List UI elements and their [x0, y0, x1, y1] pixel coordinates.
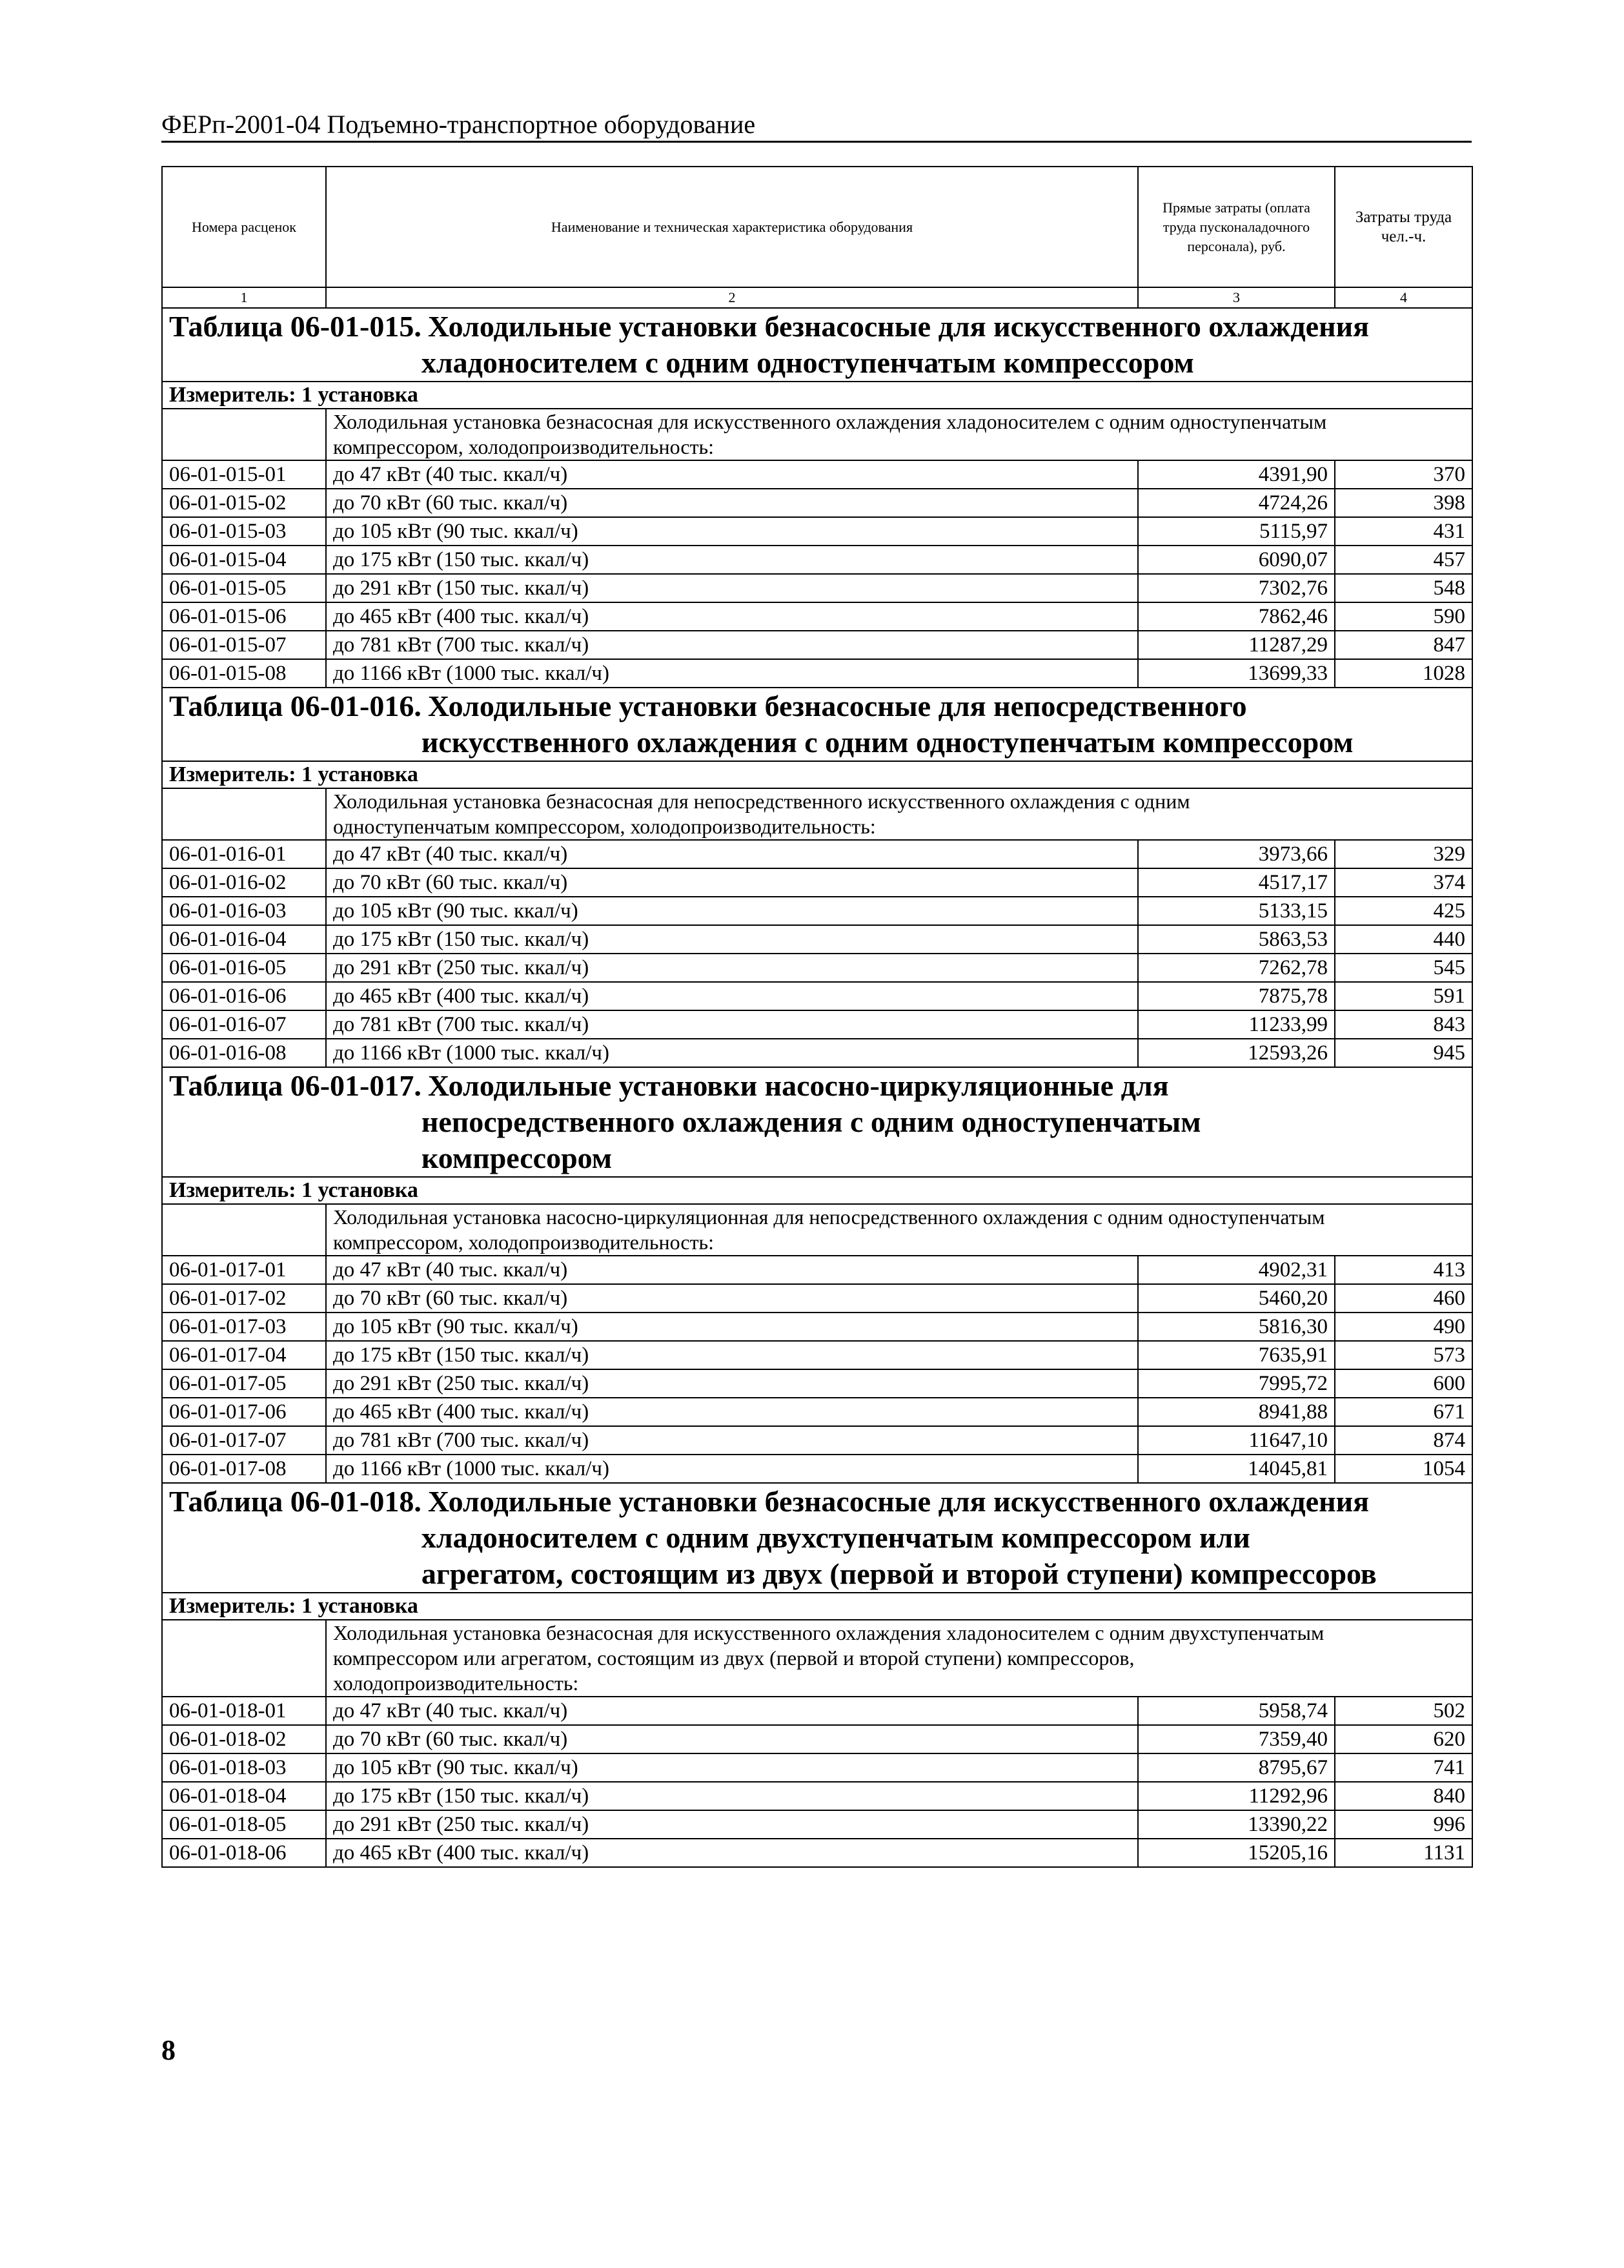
direct-cost: 5958,74 [1138, 1697, 1335, 1725]
description-text [326, 409, 1472, 460]
table-number: Таблица 06-01-015. [169, 310, 421, 343]
description-line: Холодильная установка безнасосная для непосредственного искусственного охлаждения с одним [333, 790, 1190, 813]
table-row [162, 982, 1472, 1010]
labor-cost: 671 [1335, 1398, 1472, 1426]
labor-cost: 741 [1335, 1753, 1472, 1782]
rates-table [161, 166, 1473, 1868]
meter-label: Измеритель: 1 установка [162, 1177, 1472, 1204]
direct-cost: 13390,22 [1138, 1810, 1335, 1839]
table-row [162, 1284, 1472, 1313]
direct-cost: 5863,53 [1138, 925, 1335, 954]
table-title [162, 1483, 1472, 1593]
rate-code: 06-01-018-05 [162, 1810, 326, 1839]
table-number: Таблица 06-01-017. [169, 1069, 421, 1102]
column-header-codes: Номера расценок [162, 167, 326, 287]
table-row [162, 546, 1472, 574]
rate-code: 06-01-015-04 [162, 546, 326, 574]
rate-code: 06-01-015-08 [162, 659, 326, 688]
table-title [162, 688, 1472, 761]
labor-cost: 398 [1335, 489, 1472, 517]
column-header-row [162, 167, 1472, 287]
description-code-cell [162, 788, 326, 840]
table-row [162, 1341, 1472, 1369]
table-title [162, 1067, 1472, 1177]
description-line: холодопроизводительность: [333, 1671, 579, 1695]
labor-cost: 843 [1335, 1010, 1472, 1039]
direct-cost: 4391,90 [1138, 460, 1335, 489]
equipment-capacity: до 1166 кВт (1000 тыс. ккал/ч) [326, 1455, 1138, 1483]
column-number-1: 1 [162, 287, 326, 308]
direct-cost: 6090,07 [1138, 546, 1335, 574]
rate-code: 06-01-017-04 [162, 1341, 326, 1369]
direct-cost: 7635,91 [1138, 1341, 1335, 1369]
equipment-capacity: до 291 кВт (250 тыс. ккал/ч) [326, 1810, 1138, 1839]
page-number: 8 [161, 2034, 176, 2066]
direct-cost: 7359,40 [1138, 1725, 1335, 1753]
description-line: одноступенчатым компрессором, холодопроизводительность: [333, 815, 876, 838]
table-row [162, 659, 1472, 688]
equipment-capacity: до 47 кВт (40 тыс. ккал/ч) [326, 1697, 1138, 1725]
equipment-capacity: до 47 кВт (40 тыс. ккал/ч) [326, 1256, 1138, 1284]
description-text [326, 788, 1472, 840]
description-row [162, 1204, 1472, 1256]
rate-code: 06-01-015-03 [162, 517, 326, 546]
table-title-text [421, 309, 1465, 381]
table-title-line: искусственного охлаждения с одним одноступенчатым компрессором [421, 726, 1354, 759]
table-row [162, 1725, 1472, 1753]
equipment-capacity: до 105 кВт (90 тыс. ккал/ч) [326, 897, 1138, 925]
table-title-inner [169, 688, 1465, 761]
description-text [326, 1620, 1472, 1697]
rate-code: 06-01-016-04 [162, 925, 326, 954]
direct-cost: 13699,33 [1138, 659, 1335, 688]
table-row [162, 1810, 1472, 1839]
labor-cost: 1131 [1335, 1839, 1472, 1867]
direct-cost: 4724,26 [1138, 489, 1335, 517]
direct-cost: 7862,46 [1138, 602, 1335, 631]
meter-label: Измеритель: 1 установка [162, 1593, 1472, 1620]
rate-code: 06-01-016-03 [162, 897, 326, 925]
column-header-labor: Затраты труда чел.-ч. [1335, 167, 1472, 287]
rate-code: 06-01-017-03 [162, 1313, 326, 1341]
labor-cost: 620 [1335, 1725, 1472, 1753]
meter-row [162, 382, 1472, 409]
table-row [162, 1697, 1472, 1725]
labor-cost: 431 [1335, 517, 1472, 546]
labor-cost: 374 [1335, 868, 1472, 897]
direct-cost: 8941,88 [1138, 1398, 1335, 1426]
table-row [162, 1753, 1472, 1782]
labor-cost: 370 [1335, 460, 1472, 489]
description-line: компрессором, холодопроизводительность: [333, 435, 715, 458]
labor-cost: 425 [1335, 897, 1472, 925]
table-title-inner [169, 1068, 1465, 1176]
rate-code: 06-01-016-02 [162, 868, 326, 897]
direct-cost: 11233,99 [1138, 1010, 1335, 1039]
description-line: компрессором или агрегатом, состоящим из двух (первой и второй ступени) компрессоров, [333, 1646, 1135, 1670]
table-row [162, 574, 1472, 602]
table-title-row [162, 1067, 1472, 1177]
description-line: Холодильная установка насосно-циркуляционная для непосредственного охлаждения с одним одноступенчатым [333, 1205, 1325, 1229]
rate-code: 06-01-018-06 [162, 1839, 326, 1867]
direct-cost: 4517,17 [1138, 868, 1335, 897]
labor-cost: 996 [1335, 1810, 1472, 1839]
direct-cost: 7302,76 [1138, 574, 1335, 602]
table-row [162, 954, 1472, 982]
table-title-line: компрессором [421, 1141, 613, 1174]
equipment-capacity: до 105 кВт (90 тыс. ккал/ч) [326, 1753, 1138, 1782]
rate-code: 06-01-017-05 [162, 1369, 326, 1398]
table-title-line: хладоносителем с одним одноступенчатым компрессором [421, 346, 1194, 379]
equipment-capacity: до 175 кВт (150 тыс. ккал/ч) [326, 1341, 1138, 1369]
description-row [162, 788, 1472, 840]
meter-label: Измеритель: 1 установка [162, 382, 1472, 409]
labor-cost: 573 [1335, 1341, 1472, 1369]
table-title-line: агрегатом, состоящим из двух (первой и второй ступени) компрессоров [421, 1557, 1377, 1590]
labor-cost: 840 [1335, 1782, 1472, 1810]
equipment-capacity: до 781 кВт (700 тыс. ккал/ч) [326, 631, 1138, 659]
equipment-capacity: до 465 кВт (400 тыс. ккал/ч) [326, 982, 1138, 1010]
equipment-capacity: до 175 кВт (150 тыс. ккал/ч) [326, 546, 1138, 574]
equipment-capacity: до 465 кВт (400 тыс. ккал/ч) [326, 1398, 1138, 1426]
table-row [162, 840, 1472, 868]
description-line: Холодильная установка безнасосная для искусственного охлаждения хладоносителем с одним одноступенчатым [333, 410, 1327, 433]
table-row [162, 1313, 1472, 1341]
labor-cost: 457 [1335, 546, 1472, 574]
direct-cost: 3973,66 [1138, 840, 1335, 868]
equipment-capacity: до 1166 кВт (1000 тыс. ккал/ч) [326, 659, 1138, 688]
rate-code: 06-01-018-02 [162, 1725, 326, 1753]
table-title-row [162, 308, 1472, 382]
rate-code: 06-01-016-06 [162, 982, 326, 1010]
table-title-line: Холодильные установки безнасосные для искусственного охлаждения [427, 310, 1369, 343]
rate-code: 06-01-018-04 [162, 1782, 326, 1810]
description-code-cell [162, 1620, 326, 1697]
meter-row [162, 761, 1472, 788]
table-row [162, 1426, 1472, 1455]
labor-cost: 502 [1335, 1697, 1472, 1725]
labor-cost: 490 [1335, 1313, 1472, 1341]
rate-code: 06-01-017-07 [162, 1426, 326, 1455]
direct-cost: 15205,16 [1138, 1839, 1335, 1867]
direct-cost: 12593,26 [1138, 1039, 1335, 1067]
table-title-line: хладоносителем с одним двухступенчатым компрессором или [421, 1521, 1250, 1554]
labor-cost: 413 [1335, 1256, 1472, 1284]
meter-row [162, 1593, 1472, 1620]
description-text [326, 1204, 1472, 1256]
description-row [162, 409, 1472, 460]
rate-code: 06-01-015-05 [162, 574, 326, 602]
rate-code: 06-01-017-08 [162, 1455, 326, 1483]
table-row [162, 1782, 1472, 1810]
rate-code: 06-01-018-03 [162, 1753, 326, 1782]
column-number-2: 2 [326, 287, 1138, 308]
direct-cost: 5816,30 [1138, 1313, 1335, 1341]
table-title-text [421, 688, 1465, 761]
column-header-direct-costs: Прямые затраты (оплата труда пусконаладочного персонала), руб. [1138, 167, 1335, 287]
equipment-capacity: до 105 кВт (90 тыс. ккал/ч) [326, 1313, 1138, 1341]
rate-code: 06-01-015-01 [162, 460, 326, 489]
labor-cost: 548 [1335, 574, 1472, 602]
direct-cost: 5133,15 [1138, 897, 1335, 925]
description-code-cell [162, 1204, 326, 1256]
equipment-capacity: до 175 кВт (150 тыс. ккал/ч) [326, 1782, 1138, 1810]
rate-code: 06-01-018-01 [162, 1697, 326, 1725]
rate-code: 06-01-015-02 [162, 489, 326, 517]
table-title-inner [169, 309, 1465, 381]
rate-code: 06-01-017-02 [162, 1284, 326, 1313]
page-header: ФЕРп-2001-04 Подъемно-транспортное оборудование [161, 110, 756, 139]
equipment-capacity: до 175 кВт (150 тыс. ккал/ч) [326, 925, 1138, 954]
table-title-row [162, 688, 1472, 761]
table-title-line: Холодильные установки насосно-циркуляционные для [427, 1069, 1169, 1102]
equipment-capacity: до 105 кВт (90 тыс. ккал/ч) [326, 517, 1138, 546]
table-row [162, 1455, 1472, 1483]
table-row [162, 1398, 1472, 1426]
equipment-capacity: до 70 кВт (60 тыс. ккал/ч) [326, 489, 1138, 517]
equipment-capacity: до 465 кВт (400 тыс. ккал/ч) [326, 1839, 1138, 1867]
rate-code: 06-01-016-01 [162, 840, 326, 868]
table-title-text [421, 1068, 1465, 1176]
direct-cost: 4902,31 [1138, 1256, 1335, 1284]
labor-cost: 1054 [1335, 1455, 1472, 1483]
direct-cost: 11287,29 [1138, 631, 1335, 659]
table-row [162, 1369, 1472, 1398]
direct-cost: 7995,72 [1138, 1369, 1335, 1398]
direct-cost: 11292,96 [1138, 1782, 1335, 1810]
column-header-name: Наименование и техническая характеристика оборудования [326, 167, 1138, 287]
table-title-text [421, 1484, 1465, 1592]
equipment-capacity: до 465 кВт (400 тыс. ккал/ч) [326, 602, 1138, 631]
labor-cost: 1028 [1335, 659, 1472, 688]
table-row [162, 1039, 1472, 1067]
table-row [162, 602, 1472, 631]
table-title-inner [169, 1484, 1465, 1592]
description-row [162, 1620, 1472, 1697]
column-number-row [162, 287, 1472, 308]
table-title-line: непосредственного охлаждения с одним одноступенчатым [421, 1105, 1201, 1138]
meter-label: Измеритель: 1 установка [162, 761, 1472, 788]
equipment-capacity: до 70 кВт (60 тыс. ккал/ч) [326, 1284, 1138, 1313]
labor-cost: 591 [1335, 982, 1472, 1010]
table-row [162, 1256, 1472, 1284]
table-number: Таблица 06-01-018. [169, 1485, 421, 1518]
description-code-cell [162, 409, 326, 460]
equipment-capacity: до 291 кВт (250 тыс. ккал/ч) [326, 1369, 1138, 1398]
header-rule [161, 141, 1472, 143]
labor-cost: 945 [1335, 1039, 1472, 1067]
column-number-3: 3 [1138, 287, 1335, 308]
equipment-capacity: до 47 кВт (40 тыс. ккал/ч) [326, 460, 1138, 489]
labor-cost: 847 [1335, 631, 1472, 659]
table-title [162, 308, 1472, 382]
equipment-capacity: до 291 кВт (150 тыс. ккал/ч) [326, 574, 1138, 602]
equipment-capacity: до 781 кВт (700 тыс. ккал/ч) [326, 1426, 1138, 1455]
table-title-line: Холодильные установки безнасосные для искусственного охлаждения [427, 1485, 1369, 1518]
direct-cost: 8795,67 [1138, 1753, 1335, 1782]
labor-cost: 545 [1335, 954, 1472, 982]
table-row [162, 460, 1472, 489]
table-row [162, 1839, 1472, 1867]
equipment-capacity: до 47 кВт (40 тыс. ккал/ч) [326, 840, 1138, 868]
table-row [162, 631, 1472, 659]
labor-cost: 460 [1335, 1284, 1472, 1313]
labor-cost: 874 [1335, 1426, 1472, 1455]
table-number: Таблица 06-01-016. [169, 690, 421, 722]
direct-cost: 5460,20 [1138, 1284, 1335, 1313]
equipment-capacity: до 70 кВт (60 тыс. ккал/ч) [326, 868, 1138, 897]
rate-code: 06-01-016-08 [162, 1039, 326, 1067]
table-title-line: Холодильные установки безнасосные для непосредственного [427, 690, 1247, 722]
table-row [162, 1010, 1472, 1039]
labor-cost: 329 [1335, 840, 1472, 868]
column-number-4: 4 [1335, 287, 1472, 308]
table-row [162, 925, 1472, 954]
direct-cost: 7875,78 [1138, 982, 1335, 1010]
equipment-capacity: до 1166 кВт (1000 тыс. ккал/ч) [326, 1039, 1138, 1067]
equipment-capacity: до 781 кВт (700 тыс. ккал/ч) [326, 1010, 1138, 1039]
table-row [162, 868, 1472, 897]
rate-code: 06-01-017-06 [162, 1398, 326, 1426]
table-title-row [162, 1483, 1472, 1593]
table-row [162, 489, 1472, 517]
equipment-capacity: до 291 кВт (250 тыс. ккал/ч) [326, 954, 1138, 982]
direct-cost: 14045,81 [1138, 1455, 1335, 1483]
description-line: компрессором, холодопроизводительность: [333, 1231, 715, 1254]
table-row [162, 517, 1472, 546]
equipment-capacity: до 70 кВт (60 тыс. ккал/ч) [326, 1725, 1138, 1753]
direct-cost: 5115,97 [1138, 517, 1335, 546]
direct-cost: 11647,10 [1138, 1426, 1335, 1455]
direct-cost: 7262,78 [1138, 954, 1335, 982]
labor-cost: 590 [1335, 602, 1472, 631]
rate-code: 06-01-015-07 [162, 631, 326, 659]
table-row [162, 897, 1472, 925]
rate-code: 06-01-015-06 [162, 602, 326, 631]
description-line: Холодильная установка безнасосная для искусственного охлаждения хладоносителем с одним двухступенчатым [333, 1621, 1325, 1644]
rates-table-body [162, 167, 1472, 1867]
rate-code: 06-01-016-05 [162, 954, 326, 982]
rate-code: 06-01-017-01 [162, 1256, 326, 1284]
rate-code: 06-01-016-07 [162, 1010, 326, 1039]
labor-cost: 600 [1335, 1369, 1472, 1398]
labor-cost: 440 [1335, 925, 1472, 954]
meter-row [162, 1177, 1472, 1204]
